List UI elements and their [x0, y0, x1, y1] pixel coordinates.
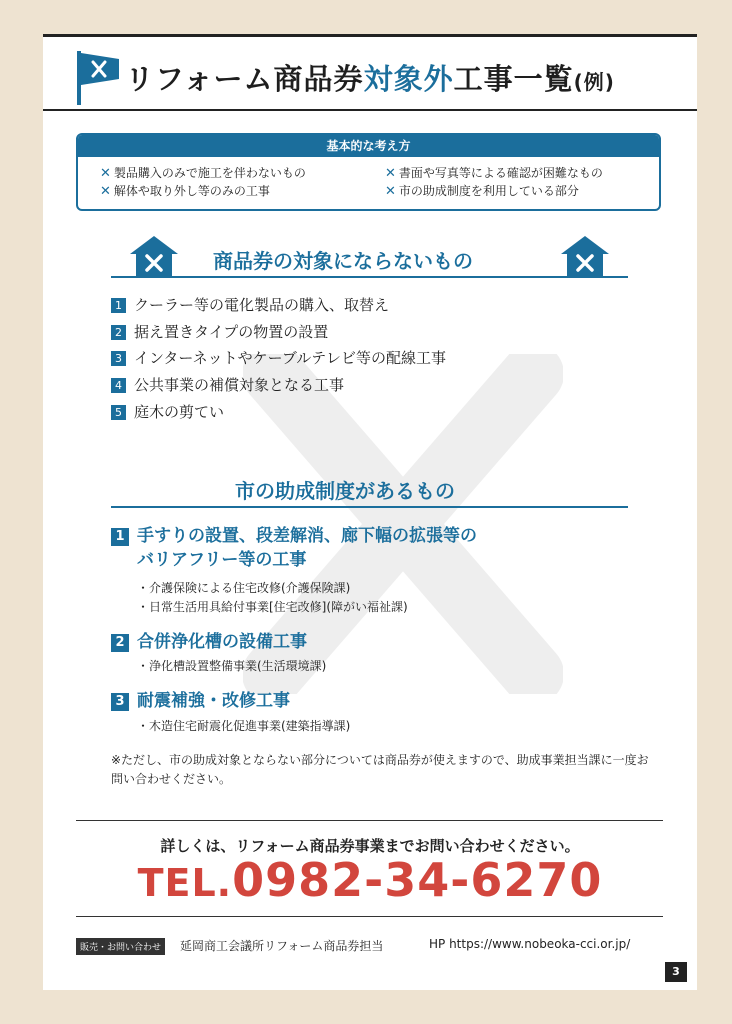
- section2-title: 市の助成制度があるもの: [235, 479, 455, 503]
- page-title: [125, 57, 615, 98]
- contact-text: 詳しくは、リフォーム商品券事業までお問い合わせください。: [160, 837, 580, 855]
- subsidy-sub: ・木造住宅耐震化促進事業(建築指導課): [137, 719, 351, 733]
- subsidy-item-1: 1 手すりの設置、段差解消、廊下幅の拡張等の: [111, 524, 477, 548]
- basic-principles-box: [76, 133, 661, 211]
- list-item: 1 クーラー等の電化製品の購入、取替え: [111, 294, 389, 315]
- divider-bottom: [76, 916, 663, 917]
- basic-heading: 基本的な考え方: [78, 135, 659, 157]
- basic-item: ✕ 製品購入のみで施工を伴わないもの: [100, 166, 306, 181]
- list-item: 3 インターネットやケーブルテレビ等の配線工事: [111, 347, 446, 368]
- subsidy-sub: ・介護保険による住宅改修(介護保険課): [137, 581, 351, 595]
- title-text-1: リフォーム商品券: [125, 62, 364, 96]
- tel-label: TEL.: [137, 861, 233, 905]
- section2-rule: [111, 506, 628, 508]
- tel-number: 0982-34-6270: [232, 853, 603, 907]
- title-text-4: (例): [573, 70, 615, 94]
- section1-title: 商品券の対象にならないもの: [213, 249, 473, 273]
- title-bar: [43, 37, 697, 109]
- basic-item: ✕ 市の助成制度を利用している部分: [385, 184, 579, 199]
- subsidy-sub: ・日常生活用具給付事業[住宅改修](障がい福祉課): [137, 600, 408, 614]
- phone-number[interactable]: [43, 853, 697, 907]
- title-text-3: 工事一覧: [453, 62, 574, 96]
- list-item: 5 庭木の剪てい: [111, 401, 224, 422]
- footer-hp-link[interactable]: HP https://www.nobeoka-cci.or.jp/: [429, 937, 631, 951]
- basic-item: ✕ 解体や取り外し等のみの工事: [100, 184, 270, 199]
- title-text-2: 対象外: [363, 62, 454, 96]
- house-x-icon-left: [128, 234, 180, 278]
- list-item: 4 公共事業の補償対象となる工事: [111, 374, 344, 395]
- x-icon: ✕: [100, 184, 111, 199]
- subsidy-item-3: 3 耐震補強・改修工事: [111, 689, 290, 713]
- x-icon: ✕: [385, 166, 396, 181]
- basic-item: ✕ 書面や写真等による確認が困難なもの: [385, 166, 603, 181]
- footer-org: 延岡商工会議所リフォーム商品券担当: [180, 939, 384, 953]
- subsidy-sub: ・浄化槽設置整備事業(生活環境課): [137, 659, 327, 673]
- footer-badge: 販売・お問い合わせ: [76, 938, 165, 955]
- house-x-icon-right: [559, 234, 611, 278]
- note-text: ※ただし、市の助成対象とならない部分については商品券が使えますので、助成事業担当課に一度お問い合わせください。: [111, 753, 649, 786]
- divider-top: [76, 820, 663, 821]
- x-icon: ✕: [385, 184, 396, 199]
- subsidy-item-2: 2 合併浄化槽の設備工事: [111, 630, 307, 654]
- page-number: 3: [665, 962, 687, 982]
- title-rule: [43, 109, 697, 111]
- flag-x-icon: [73, 49, 121, 107]
- section1-rule: [111, 276, 628, 278]
- list-item: 2 据え置きタイプの物置の設置: [111, 321, 328, 342]
- x-icon: ✕: [100, 166, 111, 181]
- subsidy-item-1-line2: バリアフリー等の工事: [137, 550, 307, 570]
- page: [43, 34, 697, 990]
